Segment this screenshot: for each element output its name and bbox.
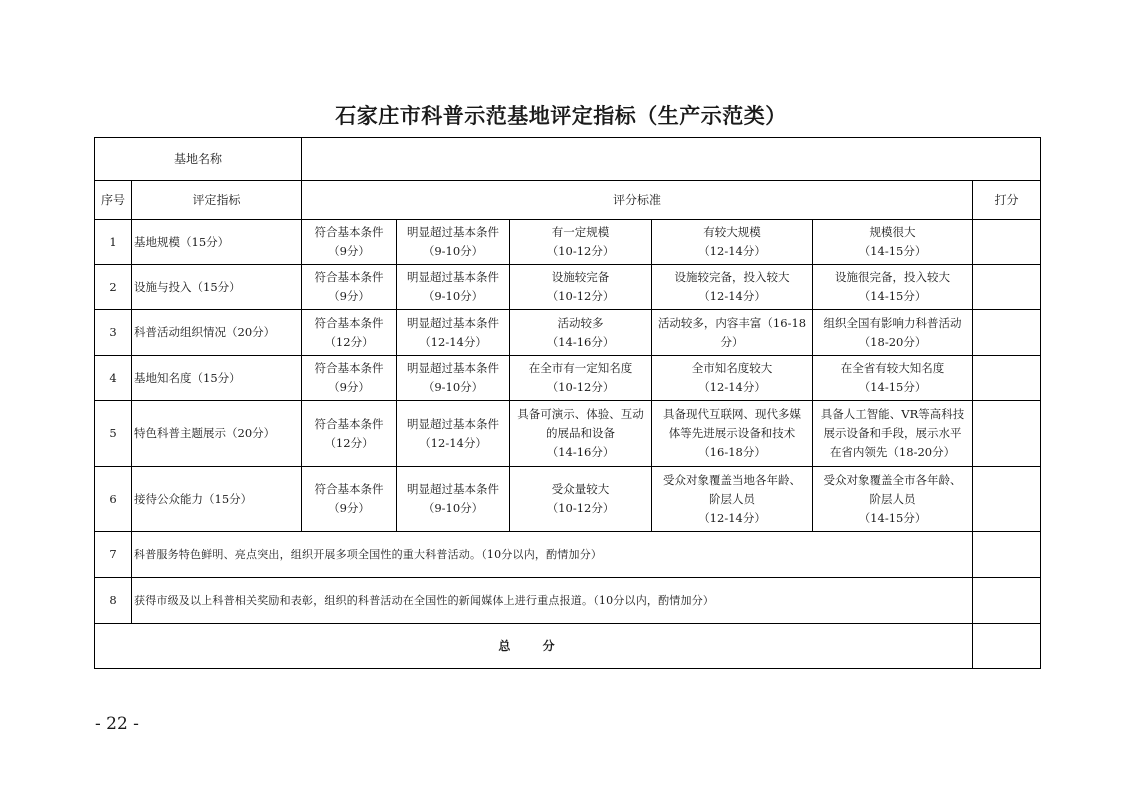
criteria-line: 受众对象覆盖全市各年龄、 <box>823 472 962 487</box>
criteria-line: 符合基本条件 <box>314 416 384 431</box>
document-title: 石家庄市科普示范基地评定指标（生产示范类） <box>335 103 787 128</box>
col-no-header: 序号 <box>95 181 132 220</box>
total-score-cell[interactable] <box>973 624 1041 669</box>
criteria-line: （12-14分） <box>698 510 766 525</box>
table-row <box>95 532 1041 578</box>
score-cell[interactable] <box>973 401 1041 467</box>
table-row <box>95 310 1041 356</box>
criteria-line: 在全省有较大知名度 <box>840 361 945 375</box>
bonus-criteria-cell: 科普服务特色鲜明、亮点突出，组织开展多项全国性的重大科普活动。（10分以内，酌情加分） <box>132 532 973 578</box>
score-cell[interactable] <box>973 265 1041 310</box>
criteria-cell <box>397 401 510 467</box>
criteria-cell <box>510 467 652 532</box>
criteria-line: 具备人工智能、VR等高科技 <box>820 407 965 421</box>
criteria-line: 明显超过基本条件 <box>407 416 500 431</box>
criteria-line: 符合基本条件 <box>314 225 384 239</box>
row-number: 3 <box>95 310 132 356</box>
indicator-cell: 设施与投入（15分） <box>132 265 302 310</box>
criteria-line: 活动较多，内容丰富（16-18 <box>657 315 807 330</box>
criteria-line: 设施很完备，投入较大 <box>835 270 951 284</box>
criteria-line: （9分） <box>328 289 370 303</box>
score-cell[interactable] <box>973 532 1041 578</box>
criteria-line: （12-14分） <box>419 334 487 349</box>
criteria-line: （14-15分） <box>858 380 927 394</box>
criteria-line: 设施较完备 <box>551 270 610 284</box>
criteria-cell <box>652 401 813 467</box>
criteria-line: （10-12分） <box>546 244 615 258</box>
criteria-line: 组织全国有影响力科普活动 <box>823 315 962 330</box>
score-cell[interactable] <box>973 310 1041 356</box>
criteria-cell <box>397 265 510 310</box>
criteria-line: （12-14分） <box>698 244 766 258</box>
criteria-cell <box>510 265 652 310</box>
criteria-line: （9-10分） <box>422 244 484 258</box>
criteria-line: （10-12分） <box>546 289 615 303</box>
table-row <box>95 356 1041 401</box>
bonus-criteria-cell: 获得市级及以上科普相关奖励和表彰，组织的科普活动在全国性的新闻媒体上进行重点报道。（10分以内，酌情加分） <box>132 578 973 624</box>
criteria-cell <box>510 356 652 401</box>
criteria-cell <box>510 220 652 265</box>
indicator-cell: 科普活动组织情况（20分） <box>132 310 302 356</box>
criteria-line: （12分） <box>324 435 374 450</box>
criteria-cell <box>652 310 813 356</box>
criteria-cell <box>510 401 652 467</box>
criteria-line: 阶层人员 <box>869 491 916 506</box>
row-number: 8 <box>95 578 132 624</box>
criteria-line: 符合基本条件 <box>314 482 384 496</box>
score-cell[interactable] <box>973 356 1041 401</box>
row-number: 5 <box>95 401 132 467</box>
criteria-line: （9-10分） <box>422 501 484 515</box>
criteria-cell <box>302 356 397 401</box>
criteria-line: 设施较完备，投入较大 <box>674 270 790 284</box>
criteria-line: 明显超过基本条件 <box>407 482 500 496</box>
indicator-cell: 特色科普主题展示（20分） <box>132 401 302 467</box>
criteria-line: 明显超过基本条件 <box>407 270 500 284</box>
criteria-line: （18-20分） <box>858 334 927 349</box>
criteria-line: （9分） <box>328 380 370 394</box>
criteria-line: 规模很大 <box>869 225 916 239</box>
row-number: 7 <box>95 532 132 578</box>
total-label: 总 分 <box>95 624 973 669</box>
criteria-line: 有一定规模 <box>551 225 610 239</box>
row-number: 2 <box>95 265 132 310</box>
score-cell[interactable] <box>973 578 1041 624</box>
criteria-cell <box>302 401 397 467</box>
criteria-cell <box>397 220 510 265</box>
table-row <box>95 265 1041 310</box>
criteria-cell <box>302 265 397 310</box>
criteria-line: （14-15分） <box>858 510 927 525</box>
criteria-line: （14-15分） <box>858 289 927 303</box>
score-cell[interactable] <box>973 467 1041 532</box>
criteria-line: 受众对象覆盖当地各年龄、 <box>663 472 802 487</box>
table-row <box>95 220 1041 265</box>
criteria-line: 体等先进展示设备和技术 <box>668 426 796 440</box>
indicator-cell: 基地知名度（15分） <box>132 356 302 401</box>
total-row <box>95 624 1041 669</box>
col-indicator-header: 评定指标 <box>132 181 302 220</box>
criteria-line: 在省内领先（18-20分） <box>829 445 956 459</box>
criteria-line: （14-16分） <box>546 445 615 459</box>
criteria-line: （9-10分） <box>422 380 484 394</box>
criteria-line: （9分） <box>328 501 370 515</box>
criteria-line: 活动较多 <box>557 315 604 330</box>
criteria-line: 分） <box>720 334 744 349</box>
criteria-cell <box>397 467 510 532</box>
evaluation-table <box>94 137 1041 669</box>
criteria-line: 具备可演示、体验、互动 <box>517 407 644 421</box>
criteria-cell <box>397 310 510 356</box>
criteria-cell <box>813 265 973 310</box>
criteria-cell <box>813 401 973 467</box>
criteria-line: 阶层人员 <box>709 491 756 506</box>
row-number: 6 <box>95 467 132 532</box>
criteria-line: （10-12分） <box>546 380 615 394</box>
table-row <box>95 401 1041 467</box>
criteria-line: 有较大规模 <box>703 225 761 239</box>
score-cell[interactable] <box>973 220 1041 265</box>
criteria-line: 在全市有一定知名度 <box>528 361 633 375</box>
criteria-cell <box>813 310 973 356</box>
criteria-cell <box>302 310 397 356</box>
criteria-line: （16-18分） <box>698 445 766 459</box>
criteria-line: 明显超过基本条件 <box>407 315 500 330</box>
criteria-line: （9-10分） <box>422 289 484 303</box>
page-number: - 22 - <box>95 714 139 734</box>
criteria-cell <box>652 220 813 265</box>
criteria-cell <box>652 356 813 401</box>
row-number: 4 <box>95 356 132 401</box>
criteria-line: 明显超过基本条件 <box>407 361 500 375</box>
indicator-cell: 接待公众能力（15分） <box>132 467 302 532</box>
col-score-header: 打分 <box>973 181 1041 220</box>
criteria-line: 的展品和设备 <box>546 426 616 440</box>
criteria-line: （12分） <box>324 334 374 349</box>
criteria-cell <box>397 356 510 401</box>
criteria-line: 受众量较大 <box>551 482 610 496</box>
criteria-cell <box>813 220 973 265</box>
table-row <box>95 578 1041 624</box>
criteria-line: （9分） <box>328 244 370 258</box>
criteria-cell <box>510 310 652 356</box>
table-row <box>95 467 1041 532</box>
base-name-label: 基地名称 <box>95 138 302 181</box>
criteria-line: （14-15分） <box>858 244 927 258</box>
col-criteria-header: 评分标准 <box>302 181 973 220</box>
criteria-line: 具备现代互联网、现代多媒 <box>663 407 802 421</box>
criteria-line: （12-14分） <box>698 289 766 303</box>
criteria-line: （12-14分） <box>698 380 766 394</box>
criteria-cell <box>302 467 397 532</box>
criteria-cell <box>652 467 813 532</box>
criteria-cell <box>652 265 813 310</box>
criteria-cell <box>813 467 973 532</box>
criteria-cell <box>302 220 397 265</box>
criteria-line: （12-14分） <box>419 435 487 450</box>
criteria-line: 明显超过基本条件 <box>407 225 500 239</box>
criteria-line: 符合基本条件 <box>314 361 384 375</box>
criteria-line: 符合基本条件 <box>314 270 384 284</box>
base-name-field[interactable] <box>302 138 1041 181</box>
row-number: 1 <box>95 220 132 265</box>
criteria-line: （14-16分） <box>546 334 615 349</box>
criteria-line: 展示设备和手段，展示水平 <box>823 426 962 440</box>
indicator-cell: 基地规模（15分） <box>132 220 302 265</box>
criteria-cell <box>813 356 973 401</box>
criteria-line: （10-12分） <box>546 501 615 515</box>
criteria-line: 全市知名度较大 <box>691 361 773 375</box>
criteria-line: 符合基本条件 <box>314 315 384 330</box>
